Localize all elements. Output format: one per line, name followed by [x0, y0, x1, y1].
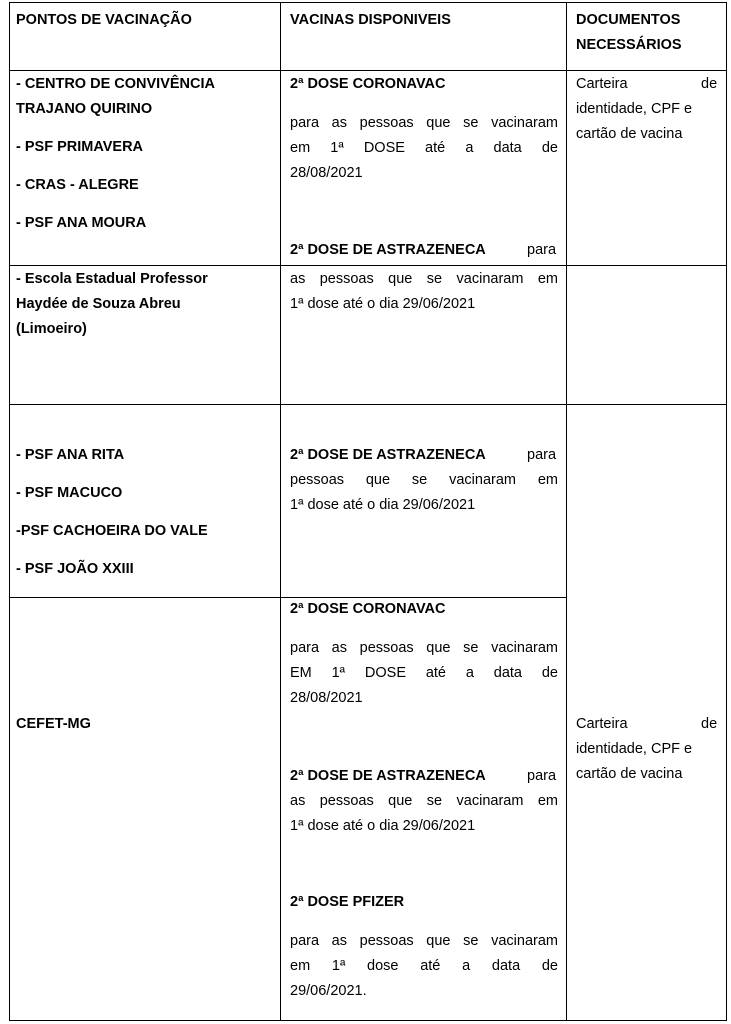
point-item: - CENTRO DE CONVIVÊNCIA	[16, 76, 215, 92]
documents-text: Carteira	[576, 716, 628, 732]
point-item: - PSF MACUCO	[16, 485, 123, 501]
documents-text: identidade, CPF e	[576, 741, 693, 757]
vaccine-text: para as pessoas que se vacinaram	[290, 933, 558, 949]
point-item: TRAJANO QUIRINO	[16, 101, 153, 117]
header-points: PONTOS DE VACINAÇÃO	[16, 12, 192, 28]
point-item: - PSF JOÃO XXIII	[16, 561, 134, 577]
vaccine-text: para as pessoas que se vacinaram	[290, 115, 558, 131]
table-border-bottom	[9, 1020, 727, 1021]
header-vaccines: VACINAS DISPONIVEIS	[290, 12, 451, 28]
documents-text: cartão de vacina	[576, 126, 683, 142]
vaccine-text: em 1ª DOSE até a data de	[290, 140, 558, 156]
column-divider-1	[280, 2, 281, 1021]
vaccine-title: 2ª DOSE PFIZER	[290, 894, 405, 910]
table-border-left	[9, 2, 10, 1021]
vaccine-title: 2ª DOSE CORONAVAC	[290, 601, 446, 617]
vaccine-text: as pessoas que se vacinaram em	[290, 793, 558, 809]
vaccine-text: em 1ª dose até a data de	[290, 958, 558, 974]
vaccine-text: 28/08/2021	[290, 165, 363, 181]
table-border-top	[9, 2, 727, 3]
documents-text: Carteira	[576, 76, 628, 92]
point-item: - PSF ANA MOURA	[16, 215, 147, 231]
documents-text: identidade, CPF e	[576, 101, 693, 117]
documents-text: cartão de vacina	[576, 766, 683, 782]
vaccine-text: para	[527, 447, 557, 463]
row-divider-3	[9, 597, 567, 598]
point-item: - PSF ANA RITA	[16, 447, 125, 463]
row-divider-1	[9, 265, 727, 266]
vaccine-title: 2ª DOSE DE ASTRAZENECA	[290, 447, 486, 463]
column-divider-2	[566, 2, 567, 1021]
vaccine-text: pessoas que se vacinaram em	[290, 472, 558, 488]
vaccine-text: para	[527, 768, 557, 784]
point-item: - Escola Estadual Professor	[16, 271, 208, 287]
header-documents-line2: NECESSÁRIOS	[576, 37, 682, 53]
vaccine-text: 29/06/2021.	[290, 983, 367, 999]
point-item: -PSF CACHOEIRA DO VALE	[16, 523, 208, 539]
documents-text: de	[701, 716, 718, 732]
vaccine-text: EM 1ª DOSE até a data de	[290, 665, 558, 681]
vaccine-text: 1ª dose até o dia 29/06/2021	[290, 818, 476, 834]
vaccine-text: 1ª dose até o dia 29/06/2021	[290, 497, 476, 513]
point-item: (Limoeiro)	[16, 321, 87, 337]
header-divider	[9, 70, 727, 71]
point-item: Haydée de Souza Abreu	[16, 296, 181, 312]
vaccine-title: 2ª DOSE DE ASTRAZENECA	[290, 242, 486, 258]
point-item: CEFET-MG	[16, 716, 91, 732]
vaccine-text: para	[527, 242, 557, 258]
vaccine-text: 1ª dose até o dia 29/06/2021	[290, 296, 476, 312]
point-item: - CRAS - ALEGRE	[16, 177, 139, 193]
row-divider-2	[9, 404, 727, 405]
vaccine-title: 2ª DOSE CORONAVAC	[290, 76, 446, 92]
vaccine-text: as pessoas que se vacinaram em	[290, 271, 558, 287]
vaccine-title: 2ª DOSE DE ASTRAZENECA	[290, 768, 486, 784]
vaccine-text: 28/08/2021	[290, 690, 363, 706]
point-item: - PSF PRIMAVERA	[16, 139, 144, 155]
vaccine-text: para as pessoas que se vacinaram	[290, 640, 558, 656]
table-border-right	[726, 2, 727, 1021]
header-documents-line1: DOCUMENTOS	[576, 12, 681, 28]
documents-text: de	[701, 76, 718, 92]
